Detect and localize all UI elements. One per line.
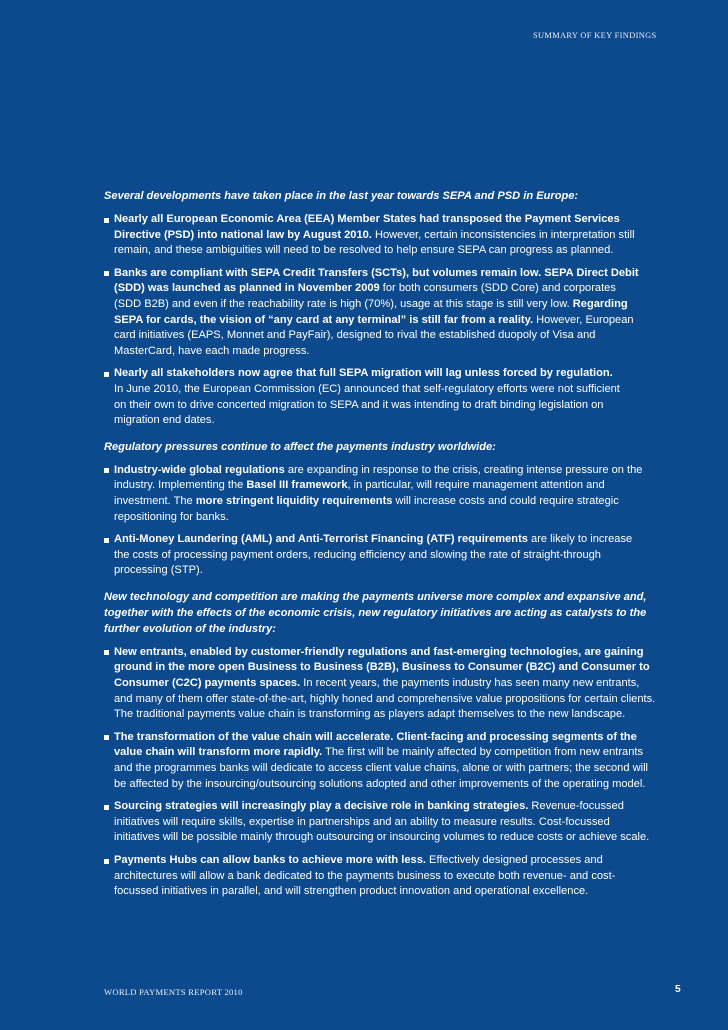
bold-text: ground in the more open Business to Business (B2B), Business to Consumer (B2C) and Consumer to [114,661,650,674]
bullet-item [104,366,664,428]
bullet-line [114,692,664,708]
body-text: on their own to drive concerted migration to SEPA and it was intending to draft binding legislation on [114,398,604,411]
body-text: However, European [533,313,634,326]
body-text: for both consumers (SDD Core) and corporates [379,282,616,295]
bullet-line [114,228,664,244]
bullet-line [114,366,664,382]
body-text: repositioning for banks. [114,510,229,523]
bullet-square-icon [104,372,109,377]
bullet-line [114,853,664,869]
bullet-list [104,645,664,900]
page-number: 5 [675,984,681,995]
bullet-line [114,382,664,398]
body-text: are likely to increase [527,533,633,546]
body-text: card initiatives (EAPS, Monnet and PayFair), designed to rival the established duopoly of Visa and [114,329,596,342]
bullet-square-icon [104,538,109,543]
section-heading: New technology and competition are making the payments universe more complex and expansive and, together with the effects of the economic crisis, new regulatory initiatives are acting as catalysts to the further evolution of the industry: [104,590,647,635]
key-findings-content [104,188,664,910]
bold-text: Sourcing strategies will increasingly play a decisive role in banking strategies. [114,800,529,813]
footer-report-title: WORLD PAYMENTS REPORT 2010 [104,987,243,997]
body-text: and the programmes banks will dedicate to access client value chains, alone or with partners; the second will [114,762,649,775]
bullet-square-icon [104,650,109,655]
bullet-square-icon [104,271,109,276]
bullet-line [114,761,664,777]
body-text: However, certain inconsistencies in interpretation still [371,228,635,241]
body-text: In recent years, the payments industry has seen many new entrants, [300,677,640,690]
body-text: initiatives will require skills, expertise in partnerships and an ability to measure results. Cost-focussed [114,815,610,828]
body-text: processing (STP). [114,564,203,577]
bullet-item [104,212,664,259]
bullet-line [114,830,664,846]
bold-text: Consumer (C2C) payments spaces. [114,677,301,690]
body-text: investment. The [114,494,196,507]
running-header: SUMMARY OF KEY FINDINGS [533,31,657,40]
bold-text: Nearly all European Economic Area (EEA) Member States had transposed the Payment Services [114,213,620,225]
bullet-line [114,532,664,548]
body-text: be affected by the insourcing/outsourcing solutions adopted and other improvements of the operating model. [114,777,646,790]
bullet-line [114,676,664,692]
body-text: architectures will allow a bank dedicated to the payments business to execute both revenue- and cost- [114,869,616,882]
section-heading: Several developments have taken place in the last year towards SEPA and PSD in Europe: [104,190,579,202]
bullet-line [114,548,664,564]
bullet-line [114,463,664,479]
bullet-item [104,266,664,360]
bullet-square-icon [104,859,109,864]
bullet-line [114,478,664,494]
bold-text: Nearly all stakeholders now agree that full SEPA migration will lag unless forced by regulation. [114,367,613,380]
bold-text: Regarding [572,297,628,310]
body-text: MasterCard, have each made progress. [114,344,310,357]
bullet-line [114,660,664,676]
bullet-line [114,730,664,746]
bullet-line [114,281,664,297]
findings-section [104,589,664,900]
bold-text: value chain will transform more rapidly. [114,746,323,759]
bullet-line [114,313,664,329]
bullet-square-icon [104,735,109,740]
bold-text: New entrants, enabled by customer-friendly regulations and fast-emerging technologies, are gaining [114,645,644,658]
bullet-item [104,645,664,723]
bullet-line [114,494,664,510]
bullet-list [104,212,664,429]
body-text: are expanding in response to the crisis, creating intense pressure on the [284,463,643,476]
bullet-line [114,510,664,526]
bullet-square-icon [104,805,109,810]
findings-section [104,188,664,429]
bold-text: Banks are compliant with SEPA Credit Transfers (SCTs), but volumes remain low. SEPA Direct Debit [114,266,639,279]
bold-text: The transformation of the value chain will accelerate. Client-facing and processing segments of the [114,730,637,743]
body-text: Effectively designed processes and [425,854,603,866]
body-text: migration end dates. [114,414,215,427]
body-text: industry. Implementing the [114,479,247,492]
bullet-line [114,563,664,579]
bullet-line [114,745,664,761]
body-text: Revenue-focussed [528,800,624,813]
body-text: The traditional payments value chain is transforming as players adapt themselves to the new landscape. [114,708,626,721]
bullet-item [104,463,664,525]
bold-text: Basel III framework [246,479,348,492]
bold-text: Directive (PSD) into national law by August 2010. [114,228,372,241]
bullet-line [114,815,664,831]
bullet-square-icon [104,218,109,223]
bold-text: more stringent liquidity requirements [195,494,393,507]
bullet-line [114,297,664,313]
body-text: remain, and these ambiguities will need to be resolved to help ensure SEPA can progress as planned. [114,244,614,257]
bullet-line [114,328,664,344]
body-text: (SDD B2B) and even if the reachability rate is high (70%), usage at this stage is still very low. [114,297,573,310]
bold-text: (SDD) was launched as planned in November 2009 [114,282,380,295]
bullet-item [104,532,664,579]
bullet-line [114,413,664,429]
bullet-list [104,463,664,579]
bold-text: Payments Hubs can allow banks to achieve more with less. [114,854,426,866]
body-text: The first will be mainly affected by competition from new entrants [322,746,644,759]
bullet-line [114,266,664,282]
findings-section [104,439,664,579]
body-text: , in particular, will require management attention and [347,479,605,492]
bullet-square-icon [104,468,109,473]
body-text: the costs of processing payment orders, reducing efficiency and slowing the rate of straight-through [114,548,601,561]
bullet-item [104,730,664,792]
bullet-line [114,398,664,414]
bullet-line [114,777,664,793]
bullet-item [104,799,664,846]
bullet-line [114,243,664,259]
bullet-line [114,799,664,815]
section-heading: Regulatory pressures continue to affect the payments industry worldwide: [104,440,496,453]
bullet-line [114,645,664,661]
body-text: focussed initiatives in parallel, and will strengthen product innovation and operational excellence. [114,885,589,898]
bullet-line [114,869,664,885]
bullet-line [114,344,664,360]
body-text: will increase costs and could require strategic [392,494,619,507]
body-text: and many of them offer state-of-the-art, highly honed and comprehensive value propositions for certain clients. [114,692,656,705]
body-text: In June 2010, the European Commission (EC) announced that self-regulatory efforts were not sufficient [114,382,620,395]
bold-text: SEPA for cards, the vision of “any card at any terminal” is still far from a reality. [114,313,534,326]
bullet-line [114,707,664,723]
bold-text: Anti-Money Laundering (AML) and Anti-Terrorist Financing (ATF) requirements [114,533,528,546]
bullet-line [114,212,664,228]
bullet-item [104,853,664,900]
body-text: initiatives will be possible mainly through outsourcing or insourcing volumes to reduce costs or achieve scale. [114,831,650,844]
bullet-line [114,884,664,900]
bold-text: Industry-wide global regulations [114,463,285,476]
